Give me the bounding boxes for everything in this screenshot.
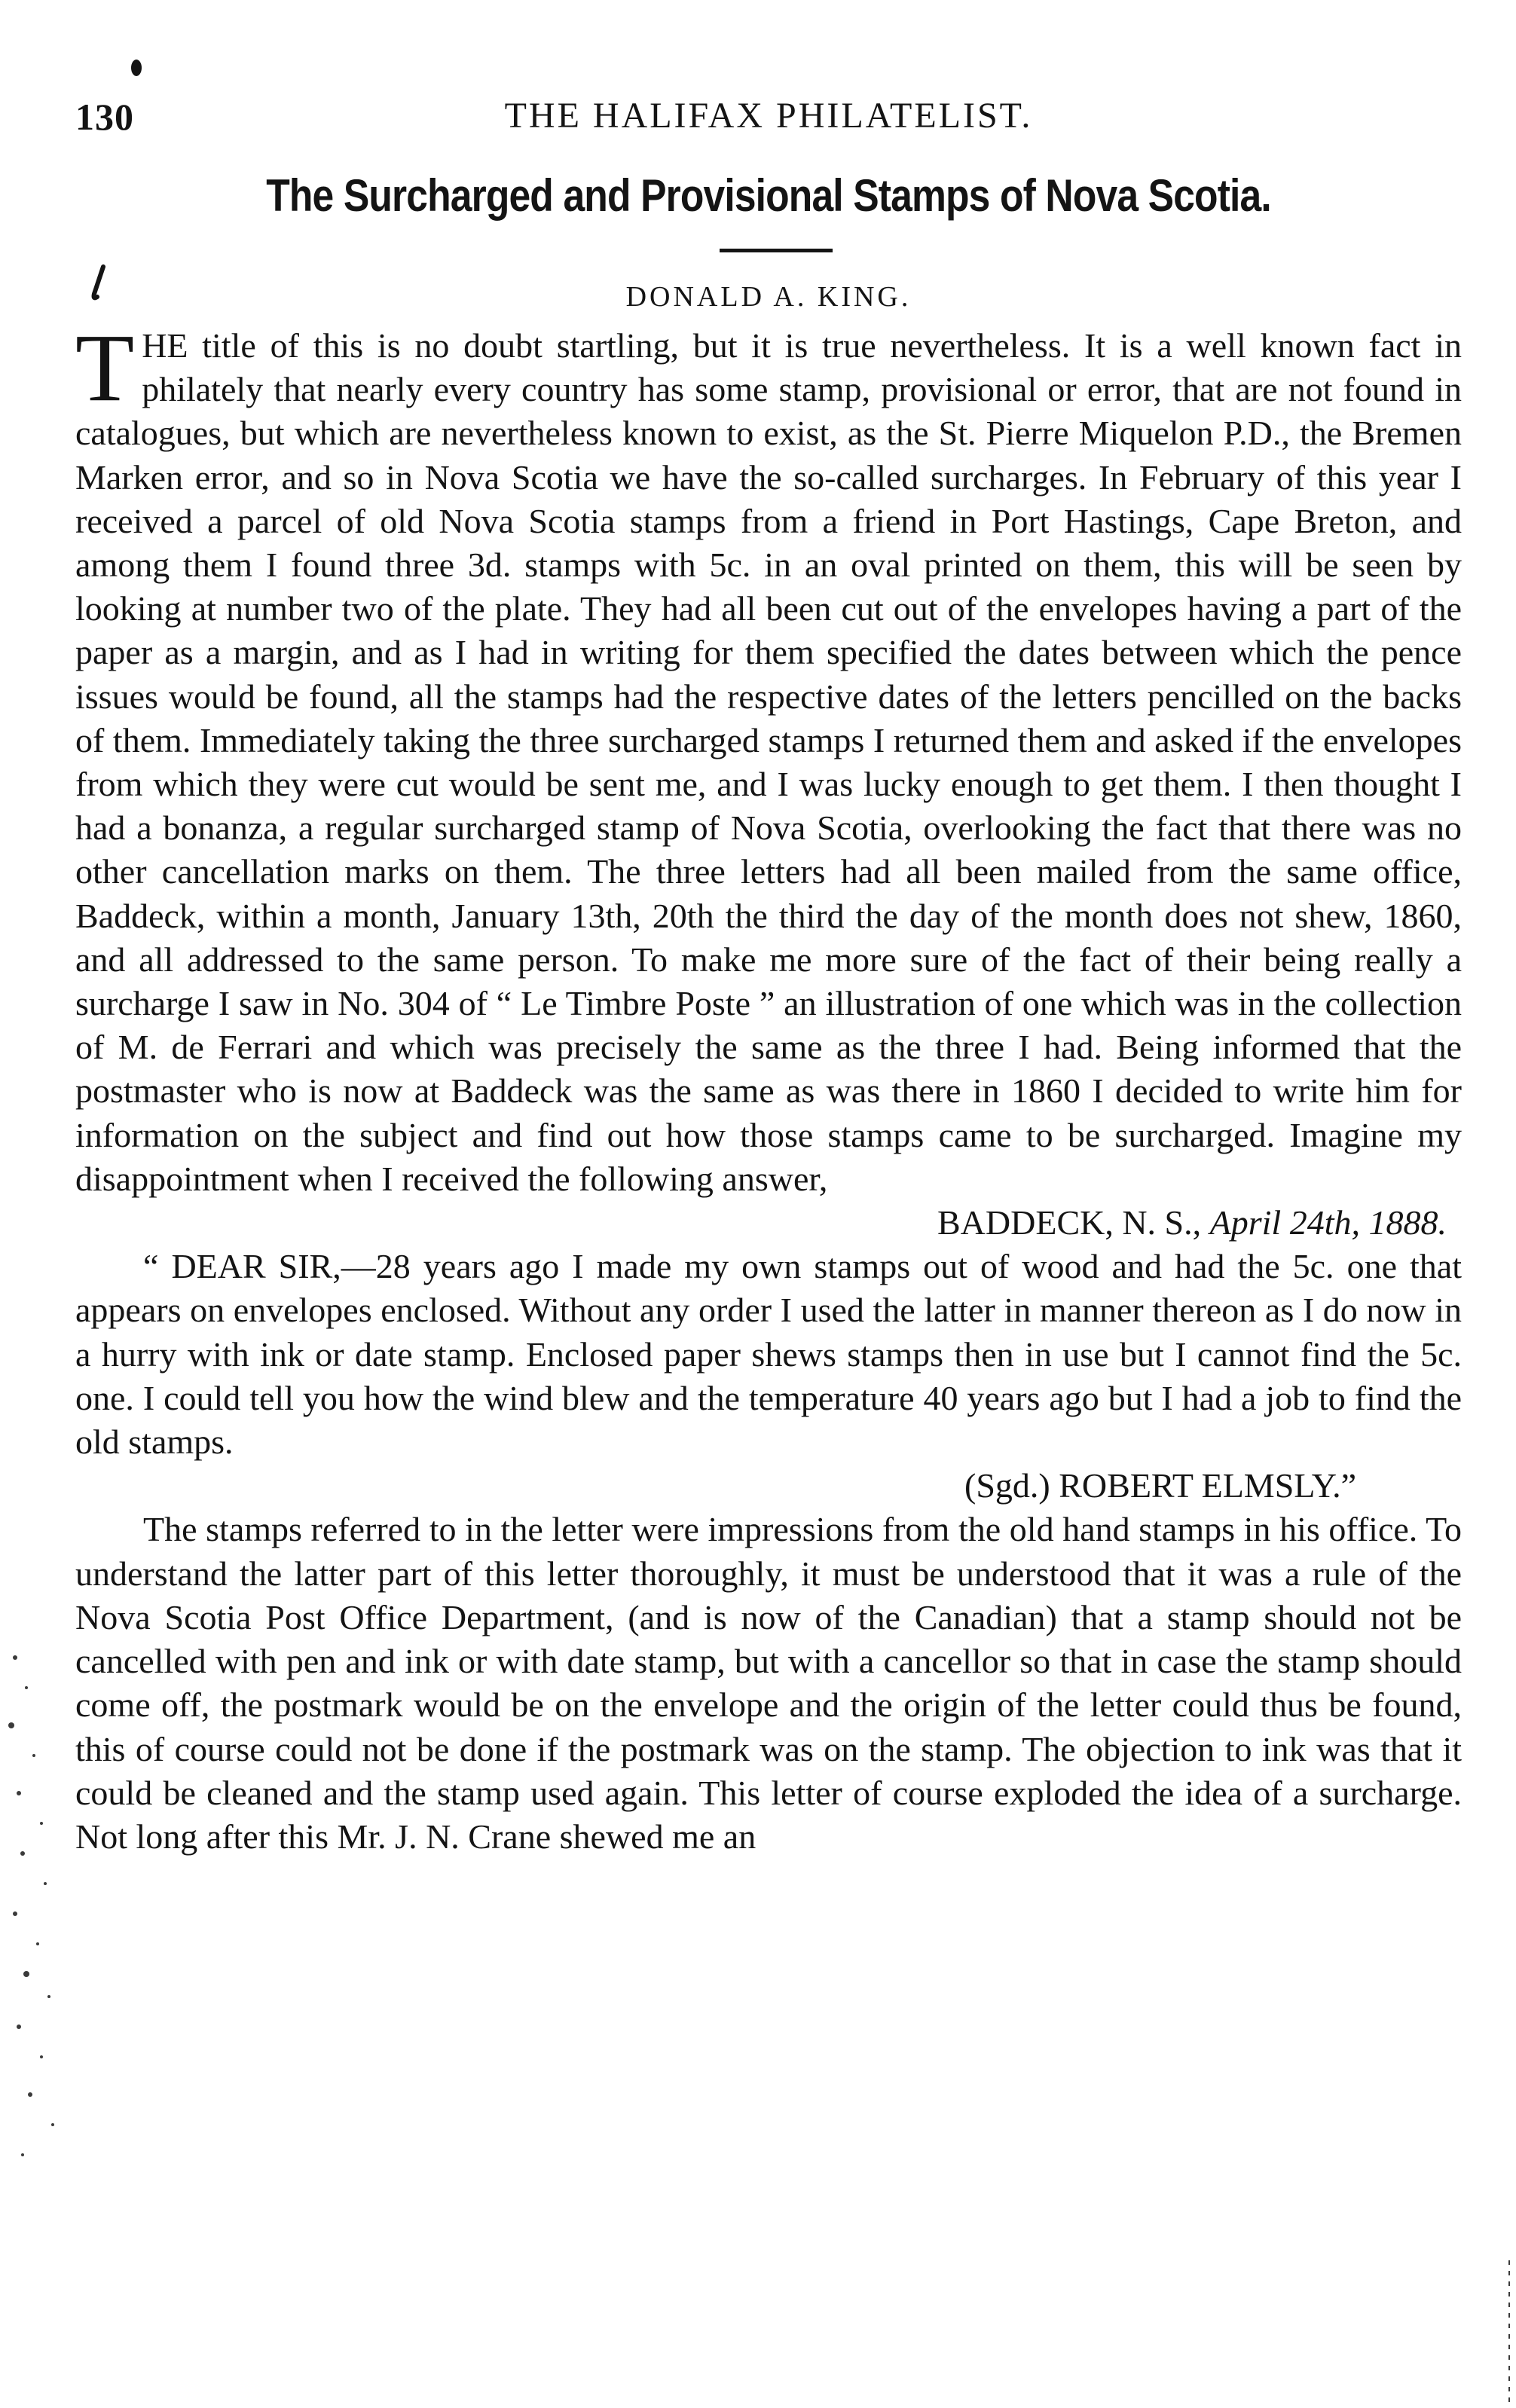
- letter-date: April 24th, 1888.: [1209, 1203, 1447, 1242]
- running-head: THE HALIFAX PHILATELIST.: [504, 96, 1033, 136]
- ink-blot: [128, 59, 145, 89]
- title-rule: [720, 249, 833, 252]
- letter-dateline: [75, 1201, 1462, 1245]
- page-edge-mark: [1505, 2260, 1513, 2403]
- letter-place: BADDECK, N. S.,: [937, 1203, 1210, 1242]
- margin-speckle: [0, 1643, 68, 2185]
- page-number: 130: [75, 96, 134, 138]
- paragraph-1: [75, 314, 1462, 1201]
- drop-cap: T: [75, 314, 135, 421]
- paragraph-1-text: HE title of this is no doubt startling, but it is true nevertheless. It is a well known fact in philately that nearly every country has some stamp, provisional or error, that are not found in catalogues, but which are nevertheless known to exist, as the St. Pierre Miquelon P.D., the Bremen Marken error, and so in Nova Scotia we have the so-called surcharges. In February of this year I received a parcel of old Nova Scotia stamps from a friend in Port Hastings, Cape Breton, and among them I found three 3d. stamps with 5c. in an oval printed on them, this will be seen by looking at number two of the plate. They had all been cut out of the envelopes having a part of the paper as a margin, and as I had in writing for them specified the dates between which the pence issues would be found, all the stamps had the respective dates of the letters pencilled on the backs of them. Immediately taking the three surcharged stamps I returned them and asked if the envelopes from which they were cut would be sent me, and I was lucky enough to get them. I then thought I had a bonanza, a regular surcharged stamp of Nova Scotia, overlooking the fact that there was no other cancellation marks on them. The three letters had all been mailed from the same office, Baddeck, within a month, January 13th, 20th the third the day of the month does not shew, 1860, and all addressed to the same person. To make me more sure of the fact of their being really a surcharge I saw in No. 304 of “ Le Timbre Poste ” an illustration of one which was in the collection of M. de Ferrari and which was precisely the same as the three I had. Being informed that the postmaster who is now at Baddeck was the same as was there in 1860 I decided to write him for information on the subject and find out how those stamps came to be surcharged. Imagine my disappointment when I received the following answer,: [75, 326, 1462, 1198]
- article-title: The Surcharged and Provisional Stamps of Nova Scotia.: [266, 170, 1271, 221]
- letter-signature: (Sgd.) ROBERT ELMSLY.”: [964, 1466, 1356, 1505]
- article-body: [75, 314, 1462, 1859]
- letter-body: “ DEAR SIR,—28 years ago I made my own stamps out of wood and had the 5c. one that appears on envelopes enclosed. Without any order I used the latter in manner thereon as I do now in a hurry with ink or date stamp. Enclosed paper shews stamps then in use but I cannot find the 5c. one. I could tell you how the wind blew and the temperature 40 years ago but I had a job to find the old stamps.: [75, 1247, 1462, 1462]
- page-header: [75, 89, 1462, 149]
- paragraph-2: The stamps referred to in the letter were impressions from the old hand stamps in his office. To understand the latter part of this letter thoroughly, it must be understood that it was a rule of the Nova Scotia Post Office Department, (and is now of the Canadian) that a stamp should not be cancelled with pen and ink or with date stamp, but with a cancellor so that in case the stamp should come off, the postmark would be on the envelope and the origin of the letter could thus be found, this of course could not be done if the postmark was on the stamp. The objection to ink was that it could be cleaned and the stamp used again. This letter of course exploded the idea of a surcharge. Not long after this Mr. J. N. Crane shewed me an: [75, 1510, 1462, 1856]
- author-byline: DONALD A. KING.: [625, 281, 912, 313]
